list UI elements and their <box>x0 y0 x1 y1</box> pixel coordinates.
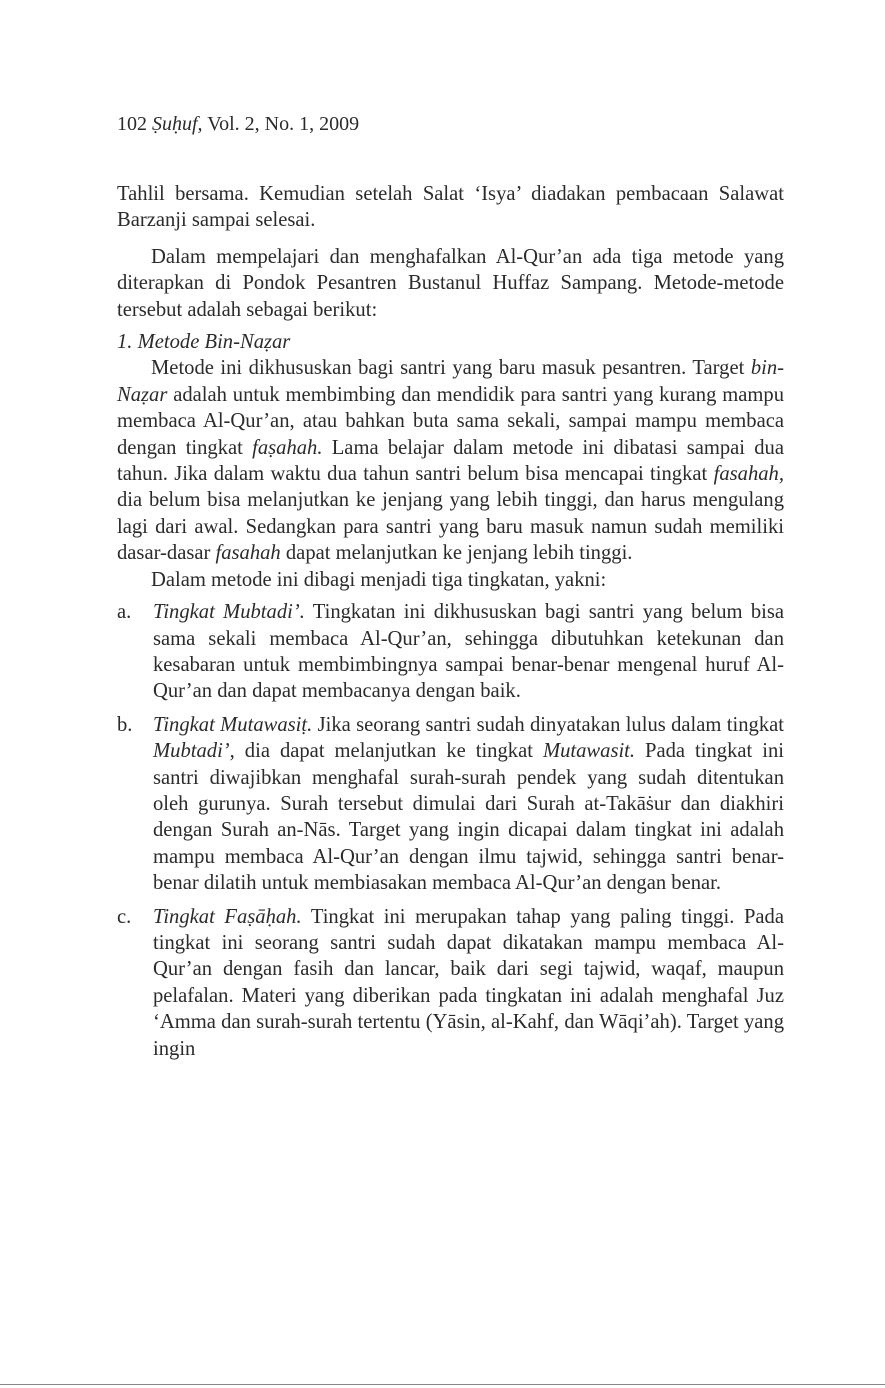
section-paragraph <box>117 355 784 566</box>
term-fasahah: fasahah <box>215 542 281 565</box>
running-head <box>117 111 784 137</box>
journal-name: Ṣuḥuf, <box>152 113 203 135</box>
text-run: Lama belajar dalam metode ini dibatasi sampai dua tahun. Jika dalam waktu dua tahun santri belum bisa mencapai tingkat <box>117 436 784 486</box>
list-item-fasahah <box>117 904 784 1062</box>
term-bin-nazar: bin-Naẓar <box>117 357 784 406</box>
volume-info: Vol. 2, No. 1, 2009 <box>207 113 360 135</box>
level-text: Jika seorang santri sudah dinyatakan lulus dalam tingkat <box>312 713 784 736</box>
page <box>117 111 784 1069</box>
level-text: Tingkatan ini dikhususkan bagi santri yang belum bisa sama sekali membaca Al-Qur’an, sehingga dibutuhkan ketekunan dan kesabaran untuk membimbingnya sampai benar-benar mengenal huruf Al-Qur’an dan dapat membacanya dengan baik. <box>153 601 784 703</box>
paragraph-methods: Dalam mempelajari dan menghafalkan Al-Qur’an ada tiga metode yang diterapkan di Pondok Pesantren Bustanul Huffaz Sampang. Metode-metode tersebut adalah sebagai berikut: <box>117 245 784 321</box>
list-marker: c. <box>117 905 132 928</box>
paragraph-intro: Tahlil bersama. Kemudian setelah Salat ‘Isya’ diadakan pembacaan Salawat Barzanji sampai selesai. <box>117 183 784 232</box>
level-text: Pada tingkat ini santri diwajibkan menghafal surah-surah pendek yang sudah ditentukan oleh gurunya. Surah tersebut dimulai dari Surah at-Takāṡur dan diakhiri dengan Surah an-Nās. Target yang ingin dicapai dalam tingkat ini adalah mampu membaca Al-Qur’an dengan ilmu tajwid, sehingga santri benar-benar dilatih untuk membiasakan membaca Al-Qur’an dengan benar. <box>153 740 784 895</box>
text-run: adalah untuk membimbing dan mendidik para santri yang kurang mampu membaca Al-Qur’an, atau bahkan buta sama sekali, sampai mampu membaca dengan tingkat <box>117 383 784 459</box>
section-title <box>117 329 784 355</box>
level-title: Tingkat Mubtadi’. <box>153 601 305 624</box>
term-fasahah: fasahah, <box>713 463 784 486</box>
term-fasahah: faṣahah. <box>252 436 323 459</box>
scan-edge-line <box>0 1384 885 1385</box>
text-run: dia belum bisa melanjutkan ke jenjang yang lebih tinggi, dan harus mengulang lagi dari awal. Sedangkan para santri yang baru masuk namun sudah memiliki dasar-dasar <box>117 489 784 565</box>
section-title-text: Metode Bin-Naẓar <box>137 331 291 354</box>
levels-intro: Dalam metode ini dibagi menjadi tiga tingkatan, yakni: <box>151 568 607 591</box>
level-text: Tingkat ini merupakan tahap yang paling tinggi. Pada tingkat ini seorang santri sudah dapat dikatakan mampu membaca Al-Qur’an dengan fasih dan lancar, baik dari segi tajwid, waqaf, maupun pelafalan. Materi yang diberikan pada tingkatan ini adalah menghafal Juz ‘Amma dan surah-surah tertentu (Yāsin, al-Kahf, dan Wāqi’ah). Target yang ingin <box>153 905 784 1060</box>
list-item-mubtadi <box>117 599 784 705</box>
section-number: 1. <box>117 331 133 354</box>
level-title: Tingkat Faṣāḥah. <box>153 905 302 928</box>
term-mubtadi: Mubtadi’ <box>153 740 230 763</box>
level-text: , dia dapat melanjutkan ke tingkat <box>229 740 543 763</box>
list-marker: b. <box>117 713 133 736</box>
list-item-mutawasit <box>117 712 784 897</box>
list-marker: a. <box>117 601 132 624</box>
text-run: dapat melanjutkan ke jenjang lebih tinggi. <box>280 542 633 565</box>
level-title: Tingkat Mutawasiṭ. <box>153 713 313 736</box>
levels-list <box>117 599 784 1062</box>
text-run: Metode ini dikhususkan bagi santri yang baru masuk pesantren. Target <box>151 357 751 380</box>
page-number: 102 <box>117 113 147 135</box>
term-mutawasit: Mutawasit. <box>542 740 636 763</box>
